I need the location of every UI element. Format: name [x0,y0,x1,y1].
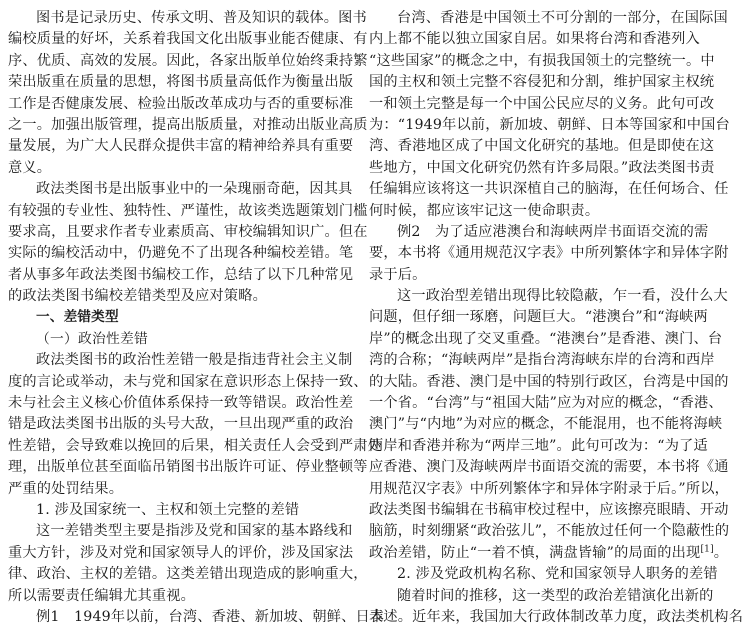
text-line [369,243,729,264]
line-text: 内上都不能以独立国家自居。如果将台湾和香港列入 [369,31,700,48]
line-text: 重大方针，涉及对党和国家领导人的评价，涉及国家法 [8,544,354,561]
text-line [8,564,368,585]
text-line [369,607,743,625]
line-text: 例2 为了适应港澳台和海峡两岸书面语交流的需 [397,223,709,240]
line-text: 2. 涉及党政机构名称、党和国家领导人职务的差错 [397,566,718,583]
text-line [369,350,715,371]
line-text: 政治差错，防止“一着不慎，满盘皆输”的局面的出现 [369,544,701,561]
line-text: 工作是否健康发展、检验出版改革成功与否的重要标准 [8,95,354,112]
line-text: 度的言论或举动，未与党和国家在意识形态上保持一致、 [8,373,368,390]
text-line [8,265,354,286]
line-text: 一、差错类型 [36,309,119,326]
left-column [8,8,385,625]
text-line [8,350,353,371]
text-line [369,158,715,179]
line-text: 性差错，会导致难以挽回的后果，相关责任人会受到严肃处 [8,437,383,454]
text-line [369,72,715,93]
line-text: 的大陆。香港、澳门是中国的特别行政区，台湾是中国的 [369,373,729,390]
text-line [8,586,346,607]
line-text: 之一。加强出版管理，提高出版质量，对推动出版业高质 [8,116,368,133]
text-line [8,115,368,136]
text-line [369,586,714,607]
text-line [8,243,354,264]
line-text: 错是政法类图书出版的头号大敌，一旦出现严重的政治 [8,416,354,433]
text-line [369,29,707,50]
text-line [369,372,729,393]
line-text: 表述。近年来，我国加大行政体制改革力度，政法类机构名 [369,608,743,625]
line-text: 脑筋，时刻绷紧“政治弦儿”，不能放过任何一个隐蔽性的 [369,523,730,540]
text-line [8,479,346,500]
line-text: 例1 1949年以前，台湾、香港、新加坡、朝鲜、日本 [36,608,385,625]
text-line [369,329,723,350]
line-text: 律、政治、主权的差错。这类差错出现造成的影响重大， [8,566,368,583]
line-text: 一个省。“台湾”与“祖国大陆”应为对应的概念，“香港、 [369,395,723,412]
text-line [8,51,368,72]
text-line [369,51,715,72]
line-text: 1. 涉及国家统一、主权和领土完整的差错 [36,501,300,518]
line-text: 荣出版重在质量的思想，将图书质量高低作为衡量出版 [8,74,354,91]
line-text: 政法类图书编辑在书稿审校过程中，应该擦亮眼睛、开动 [369,501,729,518]
line-text: 一和领土完整是每一个中国公民应尽的义务。此句可改 [369,95,715,112]
line-text: 随着时间的推移，这一类型的政治差错演化出新的 [397,587,714,604]
line-text: 图书是记录历史、传承文明、普及知识的载体。图书 [36,10,367,26]
line-tail: 。 [713,544,729,561]
line-text: 湾、香港地区成了中国文化研究的基地。但是即使在这 [369,138,715,155]
line-text: 澳门”与“内地”为对应的概念，不能混用，也不能将海峡 [369,416,723,433]
text-line [8,414,354,435]
line-text: 为：“1949年以前，新加坡、朝鲜、日本等国家和中国台 [369,116,730,133]
line-text: 理，出版单位甚至面临吊销图书出版许可证、停业整顿等 [8,459,368,476]
line-text: 序、优质、高效的发展。因此，各家出版单位始终秉持繁 [8,52,368,69]
text-line [369,393,723,414]
text-line [8,222,368,243]
line-text: 要，本书将《通用规范汉字表》中所列繁体字和异体字附 [369,245,729,262]
line-text: 岸”的概念出现了交叉重叠。“港澳台”是香港、澳门、台 [369,330,723,347]
line-text: 实际的编校活动中，仍避免不了出现各种编校差错。笔 [8,245,354,262]
text-line [8,393,354,414]
line-text: 问题，但仔细一琢磨，问题巨大。“港澳台”和“海峡两 [369,309,708,326]
text-line [8,543,354,564]
text-line [8,158,346,179]
text-line [369,307,707,328]
line-text: 未与社会主义核心价值体系保持一致等错误。政治性差 [8,395,354,412]
line-text: 国的主权和领土完整不容侵犯和分割，维护国家主权统 [369,74,715,91]
line-text: 些地方，中国文化研究仍然有许多局限。”政法类图书责 [369,159,715,176]
text-line [8,8,367,29]
text-line [8,521,353,542]
text-line [369,136,715,157]
line-text: 这一差错类型主要是指涉及党和国家的基本路线和 [36,523,353,540]
line-text: 用规范汉字表》中所列繁体字和异体字附录于后。”所以， [369,480,730,497]
text-line [8,179,353,200]
text-line [369,543,729,564]
text-line [369,94,715,115]
line-text: 录于后。 [369,266,427,283]
line-text: 的政法类图书编校差错类型及应对策略。 [8,288,267,305]
line-text: 严重的处罚结果。 [8,480,124,497]
citation-marker: [1] [700,544,714,555]
text-line [8,94,354,115]
line-text: 者从事多年政法类图书编校工作，总结了以下几种常见 [8,266,354,283]
line-text: 所以需要责任编辑尤其重视。 [8,587,196,604]
right-column [369,8,743,625]
subsection-heading [8,329,346,350]
line-text: 有较强的专业性、独特性、严谨性，故该类选题策划门槛 [8,202,368,219]
text-line [369,115,730,136]
text-line [8,72,354,93]
line-text: 编校质量的好坏，关系着我国文化出版事业能否健康、有 [8,31,368,48]
text-line [369,222,707,243]
line-text: “这些国家”的概念之中，有损我国领土的完整统一。中 [369,52,715,69]
text-line [369,479,730,500]
text-line [8,201,368,222]
text-line [8,372,368,393]
line-text: 何时候，都应该牢记这一使命职责。 [369,202,600,219]
text-line [8,607,385,625]
line-text: 湾的合称；“海峡两岸”是指台湾海峡东岸的台湾和西岸 [369,352,715,369]
text-line [8,286,346,307]
line-text: （一）政治性差错 [36,330,148,347]
text-line [369,265,707,286]
line-text: 应香港、澳门及海峡两岸书面语交流的需要，本书将《通 [369,459,729,476]
text-line [8,457,368,478]
text-line [369,201,707,222]
line-text: 意义。 [8,159,52,176]
line-text: 量发展，为广大人民群众提供丰富的精神给养具有重要 [8,138,354,155]
line-text: 政法类图书是出版事业中的一朵瑰丽奇葩，因其具 [36,181,353,198]
text-line [369,436,707,457]
text-line [369,521,730,542]
text-line [369,500,729,521]
text-line [8,136,354,157]
text-line [8,29,368,50]
text-line [369,286,728,307]
line-text: 政法类图书的政治性差错一般是指违背社会主义制 [36,352,353,369]
text-line [369,179,729,200]
text-line [369,457,729,478]
line-text: 要求高，且要求作者专业素质高、审校编辑知识广。但在 [8,223,368,240]
line-text: 台湾、香港是中国领土不可分割的一部分，在国际国 [397,10,728,26]
line-text: 这一政治型差错出现得比较隐蔽，乍一看，没什么大 [397,288,728,305]
section-heading [8,307,346,328]
text-line [369,414,723,435]
text-line [8,500,346,521]
text-line [369,564,718,585]
text-line [8,436,383,457]
text-line [369,8,728,29]
line-text: 任编辑应该将这一共识深植自己的脑海，在任何场合、任 [369,181,729,198]
line-text: 两岸和香港并称为“两岸三地”。此句可改为：“为了适 [369,437,708,454]
